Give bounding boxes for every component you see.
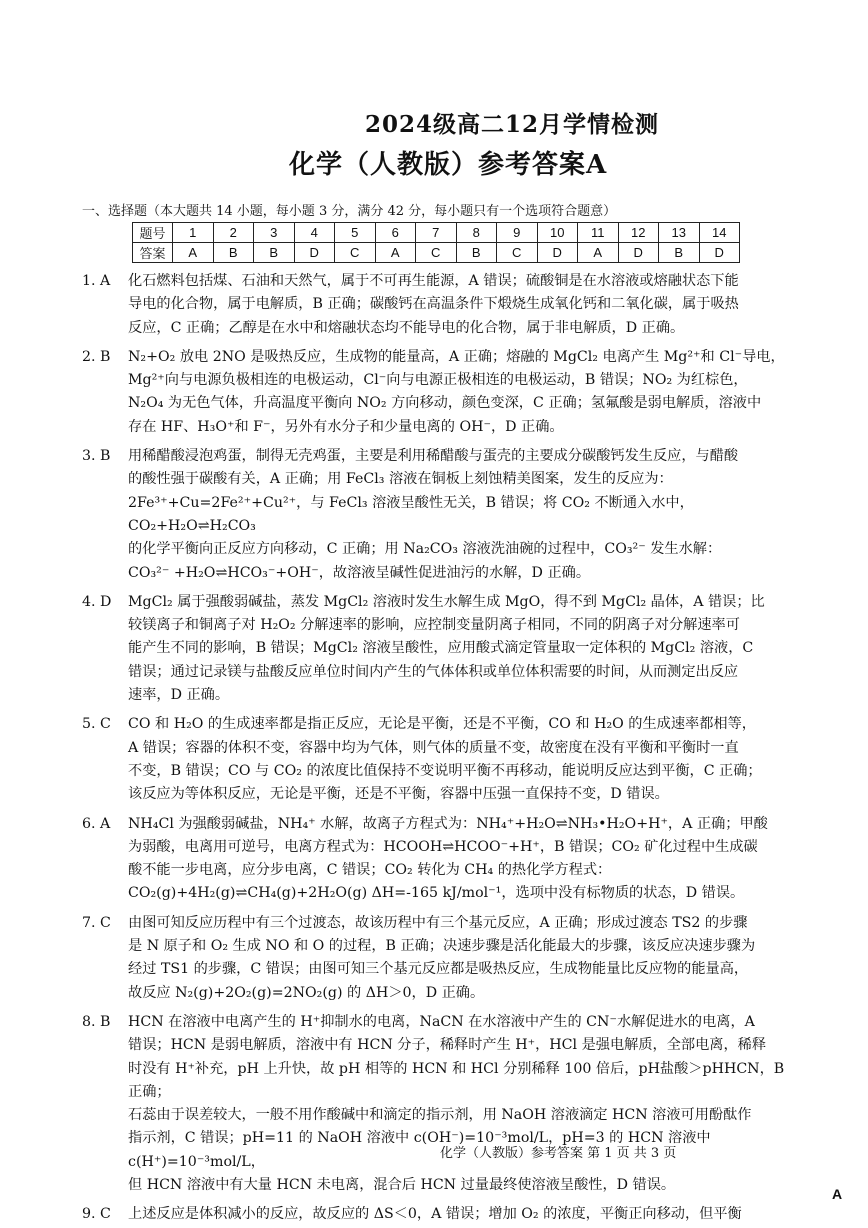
explanation-item	[82, 813, 794, 906]
explanation-item	[82, 270, 794, 340]
answer-table-answer-row	[133, 243, 740, 263]
explanation-number: 6. A	[82, 815, 111, 832]
answer-cell: D	[699, 243, 740, 263]
explanation-line: NH₄Cl 为强酸弱碱盐，NH₄⁺ 水解，故离子方程式为：NH₄⁺+H₂O⇌NH₃•H₂O+H⁺，A 正确；甲酸	[128, 815, 768, 832]
question-number-cell: 4	[294, 223, 335, 243]
answer-cell: C	[416, 243, 457, 263]
explanation-line: 较镁离子和铜离子对 H₂O₂ 分解速率的影响，应控制变量阴离子相同，不同的阴离子对分解速率可	[128, 617, 740, 634]
document-title: 2024级高二12月学情检测	[365, 111, 660, 138]
table-header-cell: 答案	[133, 243, 173, 263]
document-subtitle: 化学（人教版）参考答案A	[289, 150, 608, 180]
answer-cell: D	[537, 243, 578, 263]
table-header-cell: 题号	[133, 223, 173, 243]
explanation-line: 但 HCN 溶液中有大量 HCN 未电离，混合后 HCN 过量最终使溶液呈酸性，D 错误。	[128, 1176, 676, 1193]
question-number-cell: 14	[699, 223, 740, 243]
explanation-line: N₂O₄ 为无色气体，升高温度平衡向 NO₂ 方向移动，颜色变深，C 正确；氢氟酸是弱电解质，溶液中	[128, 395, 762, 412]
answer-cell: D	[294, 243, 335, 263]
answer-cell: B	[254, 243, 295, 263]
question-number-cell: 12	[618, 223, 659, 243]
explanation-line: 的酸性强于碳酸有关，A 正确；用 FeCl₃ 溶液在铜板上刻蚀精美图案，发生的反应为：	[128, 471, 673, 488]
explanation-line: 速率，D 正确。	[128, 687, 230, 704]
explanation-line: CO₃²⁻ +H₂O⇌HCO₃⁻+OH⁻，故溶液呈碱性促进油污的水解，D 正确。	[128, 564, 591, 581]
explanation-line: 2Fe³⁺+Cu=2Fe²⁺+Cu²⁺，与 FeCl₃ 溶液呈酸性无关，B 错误；将 CO₂ 不断通入水中，CO₂+H₂O⇌H₂CO₃	[128, 494, 694, 534]
explanation-line: CO 和 H₂O 的生成速率都是指正反应，无论是平衡，还是不平衡，CO 和 H₂O 的生成速率都相等，	[128, 716, 756, 733]
explanation-line: 不变，B 错误；CO 与 CO₂ 的浓度比值保持不变说明平衡不再移动，能说明反应达到平衡，C 正确；	[128, 762, 762, 779]
explanation-line: 石蕊由于误差较大，一般不用作酸碱中和滴定的指示剂，用 NaOH 溶液滴定 HCN 溶液可用酚酞作	[128, 1107, 752, 1124]
question-number-cell: 6	[375, 223, 416, 243]
explanation-item	[82, 591, 794, 707]
question-number-cell: 13	[659, 223, 700, 243]
explanation-item	[82, 445, 794, 585]
explanation-line: 酸不能一步电离，应分步电离，C 错误；CO₂ 转化为 CH₄ 的热化学方程式：	[128, 862, 612, 879]
explanation-number: 9. C	[82, 1206, 111, 1223]
explanation-line: 的化学平衡向正反应方向移动，C 正确；用 Na₂CO₃ 溶液洗油碗的过程中，CO₃²⁻ 发生水解：	[128, 541, 722, 558]
explanation-line: 化石燃料包括煤、石油和天然气，属于不可再生能源，A 错误；硫酸铜是在水溶液或熔融状态下能	[128, 273, 739, 289]
explanation-line: 时没有 H⁺补充，pH 上升快，故 pH 相等的 HCN 和 HCl 分别稀释 100 倍后，pH盐酸＞pHHCN，B 正确；	[128, 1060, 785, 1100]
question-number-cell: 5	[335, 223, 376, 243]
explanation-line: 能产生不同的影响，B 错误；MgCl₂ 溶液呈酸性，应用酸式滴定管量取一定体积的 MgCl₂ 溶液，C	[128, 640, 754, 657]
question-number-cell: 8	[456, 223, 497, 243]
answer-cell: A	[173, 243, 214, 263]
explanation-line: 指示剂，C 错误；pH=11 的 NaOH 溶液中 c(OH⁻)=10⁻³mol/L，pH=3 的 HCN 溶液中 c(H⁺)=10⁻³mol/L，	[128, 1130, 711, 1170]
explanation-line: 经过 TS1 的步骤，C 错误；由图可知三个基元反应都是吸热反应，生成物能量比反应物的能量高，	[128, 961, 749, 978]
page-footer: 化学（人教版）参考答案 第 1 页 共 3 页	[440, 1146, 677, 1161]
explanation-number: 5. C	[82, 716, 111, 733]
explanation-line: 该反应为等体积反应，无论是平衡，还是不平衡，容器中压强一直保持不变，D 错误。	[128, 786, 669, 803]
answer-table	[132, 222, 740, 263]
question-number-cell: 2	[213, 223, 254, 243]
explanation-line: 反应，C 正确；乙醇是在水中和熔融状态均不能导电的化合物，属于非电解质，D 正确。	[128, 319, 685, 336]
answer-cell: B	[213, 243, 254, 263]
explanation-item	[82, 1011, 794, 1197]
explanation-line: 是 N 原子和 O₂ 生成 NO 和 O 的过程，B 正确；决速步骤是活化能最大的步骤，该反应决速步骤为	[128, 938, 756, 955]
question-number-cell: 11	[578, 223, 619, 243]
answer-cell: B	[456, 243, 497, 263]
explanation-item	[82, 346, 794, 439]
explanation-item	[82, 713, 794, 806]
answer-cell: D	[618, 243, 659, 263]
explanation-line: CO₂(g)+4H₂(g)⇌CH₄(g)+2H₂O(g) ΔH=-165 kJ/mol⁻¹，选项中没有标物质的状态，D 错误。	[128, 885, 745, 902]
section-heading: 一、选择题（本大题共 14 小题，每小题 3 分，满分 42 分，每小题只有一个选项符合题意）	[82, 204, 617, 219]
explanation-line: 由图可知反应历程中有三个过渡态，故该历程中有三个基元反应，A 正确；形成过渡态 TS2 的步骤	[128, 914, 748, 931]
explanation-line: 存在 HF、H₃O⁺和 F⁻，另外有水分子和少量电离的 OH⁻，D 正确。	[128, 418, 564, 435]
explanation-line: 故反应 N₂(g)+2O₂(g)=2NO₂(g) 的 ΔH＞0，D 正确。	[128, 984, 485, 1001]
explanation-number: 4. D	[82, 593, 112, 610]
question-number-cell: 1	[173, 223, 214, 243]
explanation-line: 错误；通过记录镁与盐酸反应单位时间内产生的气体体积或单位体积需要的时间，从而测定出反应	[128, 663, 739, 680]
answer-cell: C	[497, 243, 538, 263]
question-number-cell: 9	[497, 223, 538, 243]
explanation-line: 错误；HCN 是弱电解质，溶液中有 HCN 分子，稀释时产生 H⁺，HCl 是强电解质，全部电离，稀释	[128, 1037, 767, 1054]
corner-mark: A	[832, 1186, 843, 1202]
answer-cell: A	[578, 243, 619, 263]
explanation-item	[82, 912, 794, 1005]
explanation-number: 7. C	[82, 914, 111, 931]
answer-cell: C	[335, 243, 376, 263]
explanation-number: 3. B	[82, 448, 111, 465]
explanation-line: 为弱酸，电离用可逆号，电离方程式为：HCOOH⇌HCOO⁻+H⁺，B 错误；CO₂ 矿化过程中生成碳	[128, 838, 758, 855]
answer-table-number-row	[133, 223, 740, 243]
explanation-item	[82, 1203, 794, 1226]
answer-cell: B	[659, 243, 700, 263]
explanation-line: 用稀醋酸浸泡鸡蛋，制得无壳鸡蛋，主要是利用稀醋酸与蛋壳的主要成分碳酸钙发生反应，与醋酸	[128, 448, 739, 465]
explanation-line: 上述反应是体积减小的反应，故反应的 ΔS＜0，A 错误；增加 O₂ 的浓度，平衡正向移动，但平衡	[128, 1206, 742, 1223]
question-number-cell: 3	[254, 223, 295, 243]
explanation-number: 8. B	[82, 1013, 111, 1030]
explanation-line: 导电的化合物，属于电解质，B 正确；碳酸钙在高温条件下煅烧生成氧化钙和二氧化碳，属于吸热	[128, 296, 739, 313]
explanations-list	[82, 270, 794, 1228]
explanation-line: MgCl₂ 属于强酸弱碱盐，蒸发 MgCl₂ 溶液时发生水解生成 MgO，得不到 MgCl₂ 晶体，A 错误；比	[128, 593, 765, 610]
question-number-cell: 7	[416, 223, 457, 243]
explanation-line: HCN 在溶液中电离产生的 H⁺抑制水的电离，NaCN 在水溶液中产生的 CN⁻水解促进水的电离，A	[128, 1013, 755, 1030]
answer-cell: A	[375, 243, 416, 263]
explanation-line: A 错误；容器的体积不变，容器中均为气体，则气体的质量不变，故密度在没有平衡和平衡时一直	[128, 739, 739, 756]
explanation-line: Mg²⁺向与电源负极相连的电极运动，Cl⁻向与电源正极相连的电极运动，B 错误；NO₂ 为红棕色，	[128, 372, 748, 389]
explanation-line: N₂+O₂ 放电 2NO 是吸热反应，生成物的能量高，A 正确；熔融的 MgCl₂ 电离产生 Mg²⁺和 Cl⁻导电，	[128, 348, 785, 365]
explanation-number: 1. A	[82, 273, 111, 289]
explanation-number: 2. B	[82, 348, 111, 365]
question-number-cell: 10	[537, 223, 578, 243]
